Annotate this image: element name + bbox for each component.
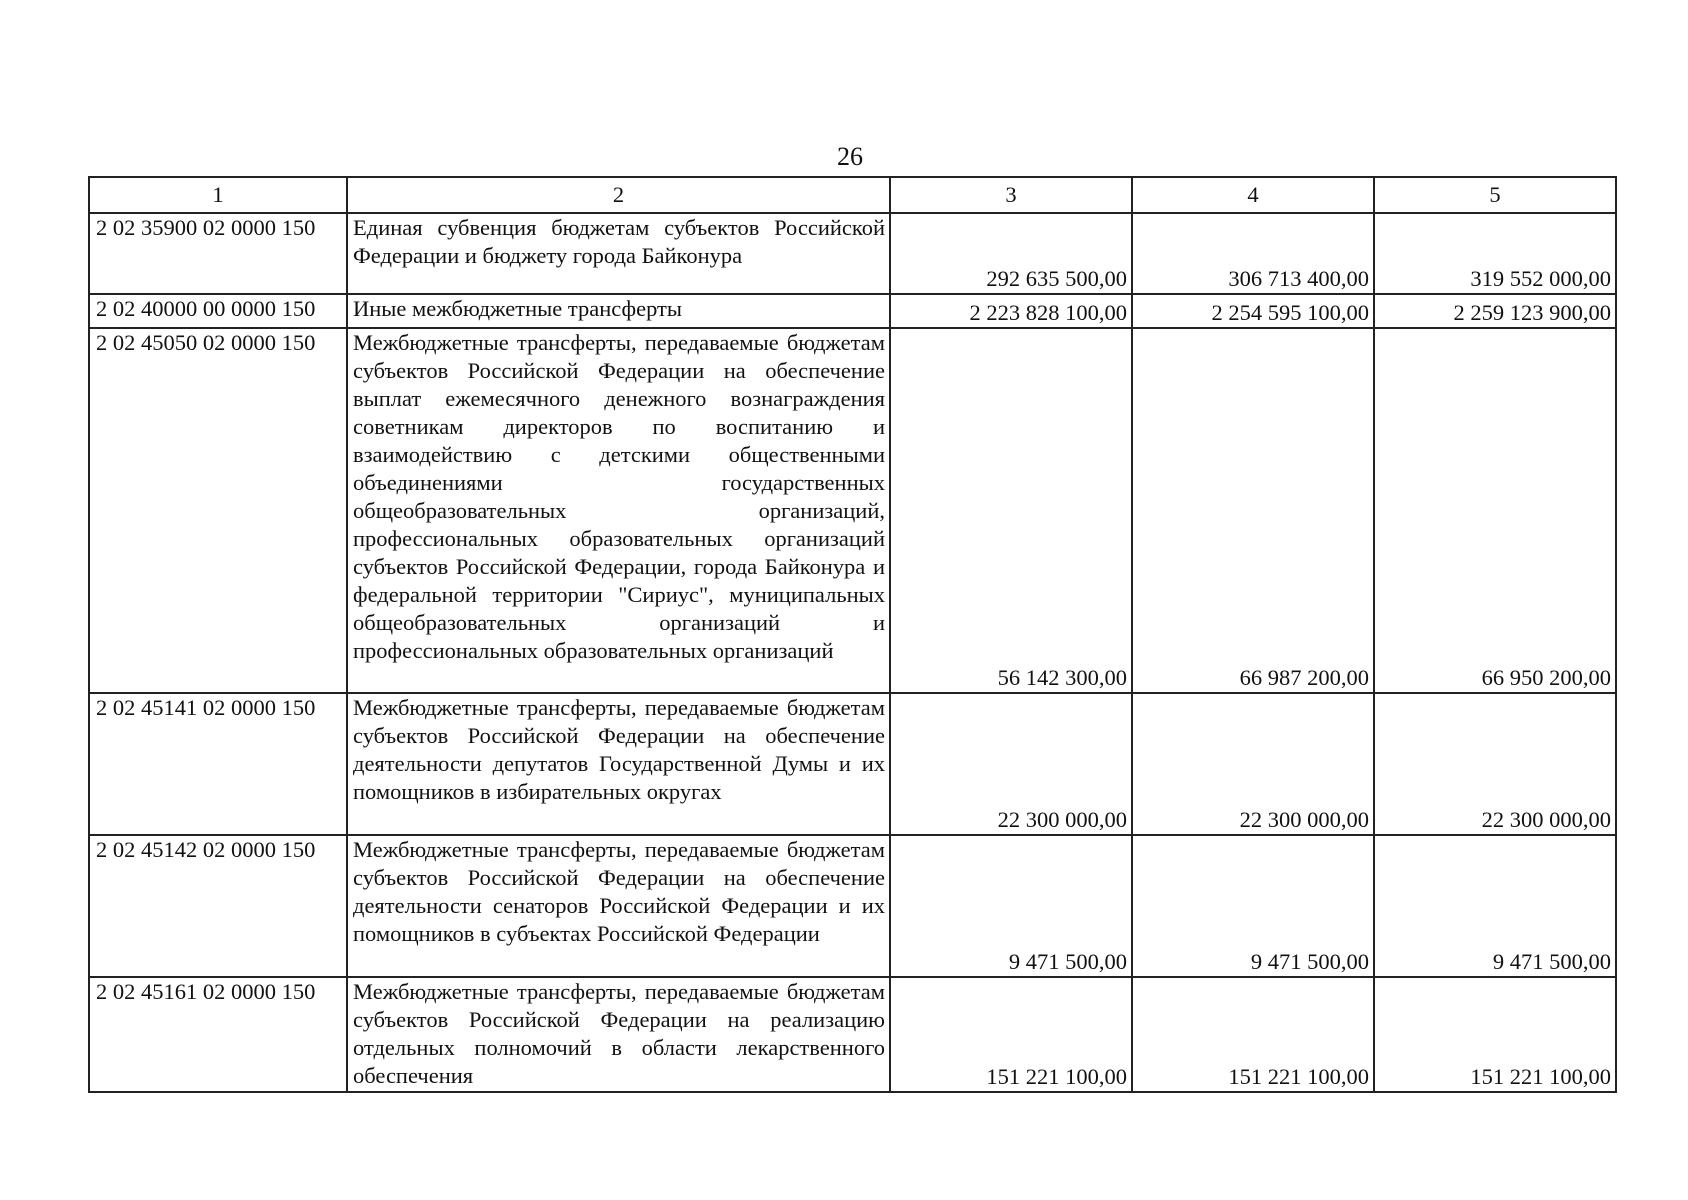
amount-col3-cell: 292 635 500,00 (890, 213, 1132, 294)
budget-code-cell: 2 02 45050 02 0000 150 (89, 328, 347, 693)
table-row (89, 294, 1616, 328)
column-header-4: 4 (1132, 177, 1374, 213)
page-number: 26 (837, 142, 863, 171)
column-header-3: 3 (890, 177, 1132, 213)
column-header-1: 1 (89, 177, 347, 213)
amount-col5-cell: 22 300 000,00 (1374, 693, 1616, 835)
item-name-cell: Иные межбюджетные трансферты (347, 294, 890, 328)
amount-col3-cell: 22 300 000,00 (890, 693, 1132, 835)
amount-col5-cell: 2 259 123 900,00 (1374, 294, 1616, 328)
amount-col3-cell: 151 221 100,00 (890, 977, 1132, 1092)
budget-code-cell: 2 02 40000 00 0000 150 (89, 294, 347, 328)
amount-col5-cell: 151 221 100,00 (1374, 977, 1616, 1092)
amount-col5-cell: 66 950 200,00 (1374, 328, 1616, 693)
amount-col3-cell: 56 142 300,00 (890, 328, 1132, 693)
column-header-2: 2 (347, 177, 890, 213)
amount-col3-cell: 9 471 500,00 (890, 835, 1132, 977)
budget-code-cell: 2 02 45142 02 0000 150 (89, 835, 347, 977)
item-name-cell: Межбюджетные трансферты, передаваемые бюджетам субъектов Российской Федерации на обеспечение деятельности депутатов Государственной Думы и их помощников в избирательных округах (347, 693, 890, 835)
item-name-cell: Межбюджетные трансферты, передаваемые бюджетам субъектов Российской Федерации на реализацию отдельных полномочий в области лекарственного обеспечения (347, 977, 890, 1092)
amount-col4-cell: 151 221 100,00 (1132, 977, 1374, 1092)
table-header-row (89, 177, 1616, 213)
budget-code-cell: 2 02 45141 02 0000 150 (89, 693, 347, 835)
table-row (89, 328, 1616, 693)
amount-col4-cell: 306 713 400,00 (1132, 213, 1374, 294)
table-row (89, 693, 1616, 835)
amount-col4-cell: 66 987 200,00 (1132, 328, 1374, 693)
table-row (89, 835, 1616, 977)
amount-col4-cell: 2 254 595 100,00 (1132, 294, 1374, 328)
amount-col5-cell: 9 471 500,00 (1374, 835, 1616, 977)
table-row (89, 977, 1616, 1092)
item-name-cell: Единая субвенция бюджетам субъектов Российской Федерации и бюджету города Байконура (347, 213, 890, 294)
item-name-cell: Межбюджетные трансферты, передаваемые бюджетам субъектов Российской Федерации на обеспечение выплат ежемесячного денежного вознаграждения советникам директоров по воспитанию и взаимодействию с детскими общественными объединениями государственных общеобразовательных организаций, профессиональных образовательных организаций субъектов Российской Федерации, города Байконура и федеральной территории "Сириус", муниципальных общеобразовательных организаций и профессиональных образовательных организаций (347, 328, 890, 693)
amount-col5-cell: 319 552 000,00 (1374, 213, 1616, 294)
budget-code-cell: 2 02 45161 02 0000 150 (89, 977, 347, 1092)
amount-col3-cell: 2 223 828 100,00 (890, 294, 1132, 328)
amount-col4-cell: 22 300 000,00 (1132, 693, 1374, 835)
budget-code-cell: 2 02 35900 02 0000 150 (89, 213, 347, 294)
amount-col4-cell: 9 471 500,00 (1132, 835, 1374, 977)
table-row (89, 213, 1616, 294)
item-name-cell: Межбюджетные трансферты, передаваемые бюджетам субъектов Российской Федерации на обеспечение деятельности сенаторов Российской Федерации и их помощников в субъектах Российской Федерации (347, 835, 890, 977)
budget-table (88, 176, 1617, 1093)
column-header-5: 5 (1374, 177, 1616, 213)
